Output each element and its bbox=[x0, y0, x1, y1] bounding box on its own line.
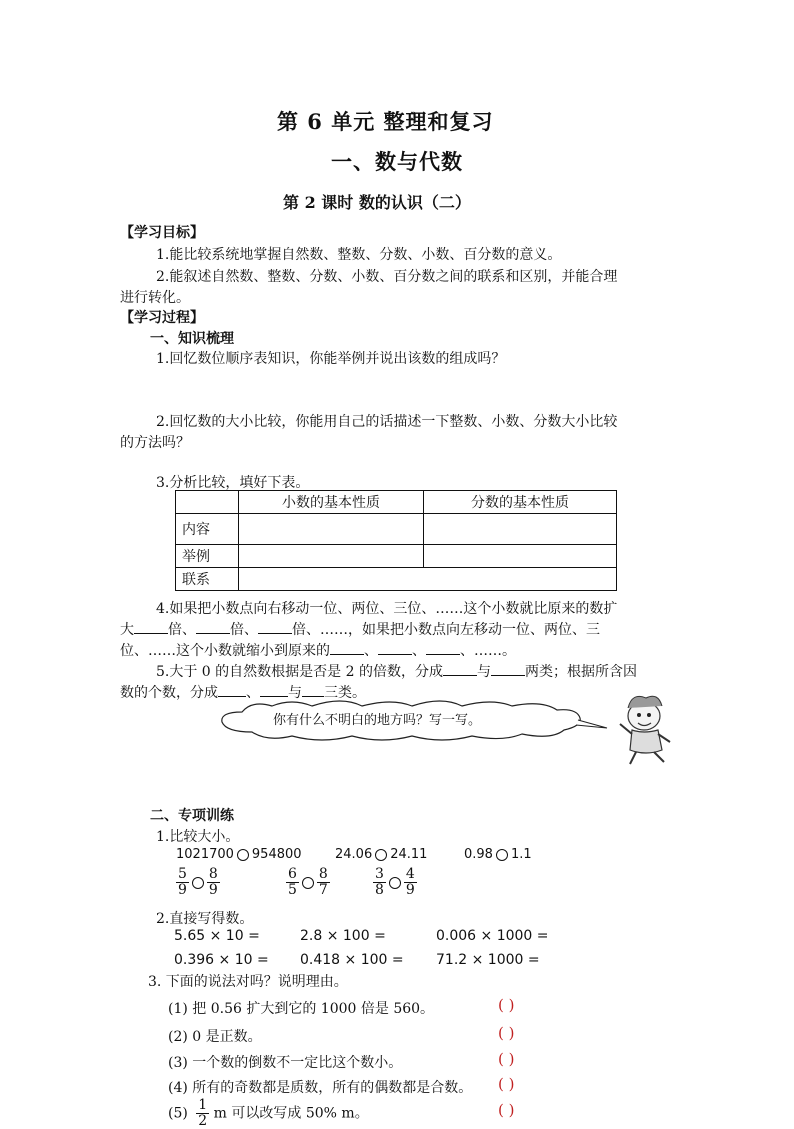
compare-right: 1.1 bbox=[510, 847, 532, 862]
numerator: 1 bbox=[198, 1097, 208, 1113]
q5-text: 数的个数，分成 bbox=[120, 685, 218, 701]
unit-title: 第 6 单元 整理和复习 bbox=[277, 109, 494, 134]
calc-item: 0.418 × 100 = bbox=[300, 952, 404, 968]
lesson-title: 第 2 课时 数的认识（二） bbox=[283, 193, 471, 212]
compare-circle[interactable] bbox=[375, 849, 387, 861]
denominator: 5 bbox=[288, 882, 297, 898]
q4-text: 大 bbox=[120, 622, 134, 638]
question-1: 1.回忆数位顺序表知识，你能举例并说出该数的组成吗？ bbox=[156, 351, 506, 367]
numerator: 8 bbox=[318, 866, 328, 882]
answer-blank[interactable] bbox=[378, 642, 412, 655]
numerator: 5 bbox=[178, 866, 187, 882]
q5-text: 与 bbox=[476, 664, 491, 680]
question-2-line1: 2.回忆数的大小比较，你能用自己的话描述一下整数、小数、分数大小比较 bbox=[156, 414, 618, 430]
judge-3: (3) 一个数的倒数不一定比这个数小。 bbox=[168, 1055, 403, 1071]
answer-paren[interactable]: ( ) bbox=[498, 1075, 515, 1093]
goals-heading: 【学习目标】 bbox=[120, 225, 204, 241]
q5-text: 5.大于 0 的自然数根据是否是 2 的倍数，分成 bbox=[156, 664, 443, 680]
compare-circle[interactable] bbox=[389, 877, 401, 889]
question-4-line1: 4.如果把小数点向右移动一位、两位、三位、……这个小数就比原来的数扩 bbox=[156, 601, 618, 617]
question-3: 3.分析比较，填好下表。 bbox=[156, 475, 310, 491]
compare-circle[interactable] bbox=[237, 849, 249, 861]
compare-circle[interactable] bbox=[302, 877, 314, 889]
training-question-3: 3. 下面的说法对吗？说明理由。 bbox=[148, 974, 348, 990]
compare-circle[interactable] bbox=[192, 877, 204, 889]
judge-5 bbox=[168, 1098, 369, 1129]
knowledge-subheading: 一、知识梳理 bbox=[150, 331, 234, 347]
q5-text: 三类。 bbox=[324, 685, 366, 701]
table-row-content: 内容 bbox=[176, 514, 239, 545]
answer-blank[interactable] bbox=[260, 684, 288, 697]
compare-right: 954800 bbox=[251, 847, 302, 862]
cartoon-character-icon bbox=[606, 688, 686, 768]
process-heading: 【学习过程】 bbox=[120, 310, 204, 326]
numerator: 3 bbox=[375, 866, 384, 882]
fraction-compare-3 bbox=[373, 867, 417, 898]
answer-paren[interactable]: ( ) bbox=[498, 996, 515, 1014]
training-heading: 二、专项训练 bbox=[150, 808, 234, 824]
training-question-1: 1.比较大小。 bbox=[156, 829, 240, 845]
q4-text: 倍、……，如果把小数点向左移动一位、两位、三 bbox=[292, 622, 600, 638]
answer-paren[interactable]: ( ) bbox=[498, 1101, 515, 1119]
numerator: 8 bbox=[208, 866, 218, 882]
goal-2-line2: 进行转化。 bbox=[120, 290, 190, 306]
compare-right: 24.11 bbox=[390, 847, 428, 862]
answer-blank[interactable] bbox=[426, 642, 460, 655]
compare-2 bbox=[335, 847, 427, 862]
answer-blank[interactable] bbox=[330, 642, 364, 655]
denominator: 9 bbox=[178, 882, 187, 898]
table-cell[interactable] bbox=[424, 545, 617, 568]
table-cell[interactable] bbox=[239, 568, 617, 591]
q5-text: 与 bbox=[288, 685, 302, 701]
table-cell[interactable] bbox=[239, 514, 424, 545]
comparison-table bbox=[175, 490, 617, 591]
table-header-fraction: 分数的基本性质 bbox=[424, 491, 617, 514]
numerator: 6 bbox=[288, 866, 297, 882]
q5-text: 、 bbox=[246, 685, 260, 701]
q4-text: 倍、 bbox=[230, 622, 258, 638]
calc-item: 0.006 × 1000 = bbox=[436, 928, 549, 944]
fraction-compare-2 bbox=[286, 867, 330, 898]
table-cell[interactable] bbox=[239, 545, 424, 568]
answer-blank[interactable] bbox=[196, 621, 230, 634]
q4-text: 倍、 bbox=[168, 622, 196, 638]
table-row-example: 举例 bbox=[176, 545, 239, 568]
answer-blank[interactable] bbox=[134, 621, 168, 634]
denominator: 9 bbox=[405, 882, 415, 898]
numerator: 4 bbox=[405, 866, 415, 882]
answer-paren[interactable]: ( ) bbox=[498, 1024, 515, 1042]
goal-1: 1.能比较系统地掌握自然数、整数、分数、小数、百分数的意义。 bbox=[156, 247, 562, 263]
calc-item: 71.2 × 1000 = bbox=[436, 952, 540, 968]
answer-blank[interactable] bbox=[258, 621, 292, 634]
judge-5-number: (5) bbox=[168, 1105, 188, 1122]
question-2-line2: 的方法吗？ bbox=[120, 435, 190, 451]
compare-3 bbox=[464, 847, 532, 862]
q4-sep: 、 bbox=[364, 643, 378, 659]
judge-5-text: m 可以改写成 50% m。 bbox=[213, 1105, 369, 1122]
cloud-text: 你有什么不明白的地方吗？写一写。 bbox=[273, 713, 482, 728]
answer-blank[interactable] bbox=[491, 663, 525, 676]
goal-2-line1: 2.能叙述自然数、整数、分数、小数、百分数之间的联系和区别，并能合理 bbox=[156, 269, 618, 285]
judge-2: (2) 0 是正数。 bbox=[168, 1029, 262, 1045]
table-corner bbox=[176, 491, 239, 514]
compare-left: 0.98 bbox=[464, 847, 493, 862]
table-cell[interactable] bbox=[424, 514, 617, 545]
judge-1: (1) 把 0.56 扩大到它的 1000 倍是 560。 bbox=[168, 1001, 435, 1017]
question-5-line1 bbox=[156, 661, 637, 681]
q5-text: 两类；根据所含因 bbox=[524, 664, 637, 680]
compare-circle[interactable] bbox=[496, 849, 508, 861]
compare-left: 1021700 bbox=[176, 847, 234, 862]
answer-blank[interactable] bbox=[302, 684, 324, 697]
answer-blank[interactable] bbox=[218, 684, 246, 697]
denominator: 9 bbox=[208, 882, 218, 898]
q4-text: 位、……这个小数就缩小到原来的 bbox=[120, 643, 330, 659]
fraction-compare-1 bbox=[176, 867, 220, 898]
table-header-decimal: 小数的基本性质 bbox=[239, 491, 424, 514]
denominator: 2 bbox=[198, 1113, 208, 1129]
q4-sep: 、 bbox=[412, 643, 426, 659]
calc-item: 0.396 × 10 = bbox=[174, 952, 269, 968]
compare-1 bbox=[176, 847, 302, 862]
question-4-line2 bbox=[120, 619, 600, 639]
question-4-line3 bbox=[120, 640, 516, 660]
denominator: 8 bbox=[375, 882, 384, 898]
answer-blank[interactable] bbox=[443, 663, 477, 676]
answer-paren[interactable]: ( ) bbox=[498, 1050, 515, 1068]
calc-item: 2.8 × 100 = bbox=[300, 928, 386, 944]
table-row-relation: 联系 bbox=[176, 568, 239, 591]
compare-left: 24.06 bbox=[335, 847, 373, 862]
judge-4: (4) 所有的奇数都是质数，所有的偶数都是合数。 bbox=[168, 1080, 473, 1096]
q4-text: 、……。 bbox=[460, 643, 516, 659]
training-question-2: 2.直接写得数。 bbox=[156, 911, 254, 927]
calc-item: 5.65 × 10 = bbox=[174, 928, 260, 944]
denominator: 7 bbox=[318, 882, 328, 898]
part-title: 一、数与代数 bbox=[331, 149, 463, 174]
